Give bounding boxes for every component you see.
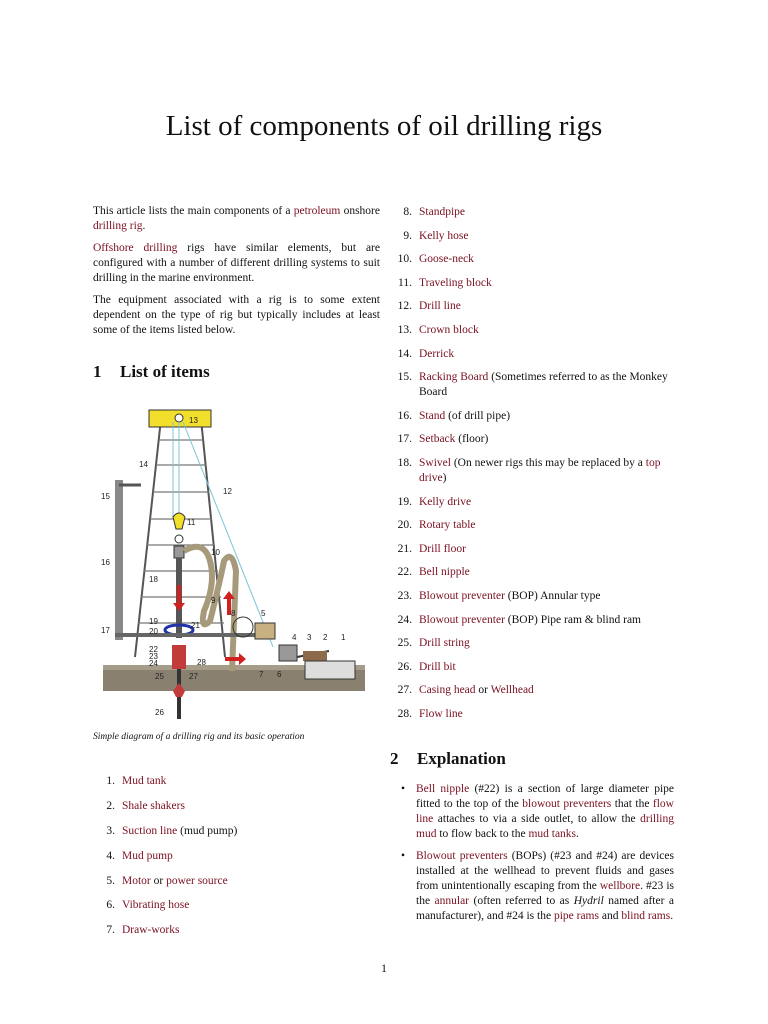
link-petroleum[interactable]: petroleum <box>293 205 341 217</box>
diagram-label: 6 <box>277 670 282 679</box>
text: . <box>576 828 579 840</box>
text: and <box>598 910 622 922</box>
components-list-part-1 <box>93 774 380 948</box>
diagram-label: 19 <box>149 617 158 626</box>
text: (BOPs) (#23 and #24) are devices installed at the wellhead to prevent fluids and gases from unintentionally escaping from the <box>416 850 674 892</box>
motor <box>255 623 275 639</box>
item-link[interactable]: Traveling block <box>419 276 492 289</box>
list-item <box>390 252 678 267</box>
link-pipe-rams[interactable]: pipe rams <box>553 910 599 922</box>
item-number: 4. <box>106 849 115 862</box>
item-link[interactable]: Stand <box>419 409 446 422</box>
diagram-label: 21 <box>191 621 200 630</box>
diagram-label: 25 <box>155 672 164 681</box>
list-item <box>390 636 678 651</box>
item-link[interactable]: Mud pump <box>122 849 173 862</box>
diagram-label: 8 <box>231 609 236 618</box>
list-item <box>93 849 380 864</box>
text: . <box>142 220 146 232</box>
diagram-label: 27 <box>189 672 198 681</box>
item-number: 1. <box>106 775 115 787</box>
item-number: 22. <box>397 566 412 579</box>
item-number: 23. <box>397 589 412 602</box>
list-item <box>93 824 380 839</box>
item-number: 28. <box>397 707 412 720</box>
explanation-item-bop <box>390 849 674 924</box>
diagram-label: 10 <box>211 548 220 557</box>
item-link[interactable]: Rotary table <box>419 519 476 532</box>
item-text: (of drill pipe) <box>445 409 511 422</box>
list-item <box>93 799 380 814</box>
link-wellbore[interactable]: wellbore <box>599 880 641 892</box>
item-link[interactable]: Motor <box>122 874 151 887</box>
item-number: 8. <box>403 206 412 218</box>
item-link[interactable]: Kelly hose <box>419 229 469 242</box>
diagram-label: 26 <box>155 708 164 717</box>
list-item <box>390 229 678 244</box>
item-number: 5. <box>106 874 115 887</box>
item-link[interactable]: Blowout preventer <box>419 613 505 626</box>
page-title: List of components of oil drilling rigs <box>165 110 603 142</box>
diagram-label: 15 <box>101 492 110 501</box>
racking-board <box>115 480 123 640</box>
list-item <box>390 683 678 698</box>
diagram-label: 7 <box>259 670 264 679</box>
text: . <box>670 910 674 922</box>
item-link[interactable]: Drill string <box>419 637 470 650</box>
text: (#22) is a section of large diameter pipe fitted to the top of the <box>416 783 674 810</box>
components-list-part-2 <box>390 205 678 730</box>
item-link[interactable]: Drill line <box>419 300 461 313</box>
diagram-label: 28 <box>197 658 206 667</box>
item-link[interactable]: Setback <box>419 433 456 446</box>
link-drilling-rig[interactable]: drilling rig <box>93 220 143 232</box>
diagram-label: 22 <box>149 645 158 654</box>
item-link[interactable]: Crown block <box>419 323 479 336</box>
diagram-label: 2 <box>323 633 328 642</box>
link-blind-rams[interactable]: blind rams <box>621 910 671 922</box>
link-bell-nipple[interactable]: Bell nipple <box>416 783 470 795</box>
mud-pump <box>279 645 297 661</box>
item-number: 7. <box>106 924 115 937</box>
text: to flow back to the <box>436 828 529 840</box>
traveling-block <box>173 513 185 529</box>
item-link[interactable]: power source <box>166 874 228 887</box>
diagram-caption: Simple diagram of a drilling rig and its basic operation <box>93 732 305 742</box>
item-link[interactable]: Swivel <box>419 456 451 469</box>
item-number: 27. <box>397 684 412 697</box>
section-title: Explanation <box>417 749 506 768</box>
item-link[interactable]: Drill floor <box>419 542 466 555</box>
list-item <box>390 205 678 220</box>
item-text: or <box>150 874 167 887</box>
flow-arrow-down <box>173 585 185 611</box>
list-item <box>390 542 678 557</box>
italic-text: Hydril <box>573 895 604 907</box>
list-item <box>390 276 678 291</box>
section-number: 1 <box>93 362 102 381</box>
item-text: (floor) <box>455 433 489 446</box>
item-number: 16. <box>397 409 412 422</box>
link-drilling-mud[interactable]: drilling mud <box>416 813 674 840</box>
diagram-label: 24 <box>149 659 158 668</box>
list-item <box>390 495 678 510</box>
item-link[interactable]: Kelly drive <box>419 495 472 508</box>
diagram-label: 5 <box>261 609 266 618</box>
bullet-icon: • <box>401 850 406 862</box>
mud-tank <box>305 661 355 679</box>
diagram-label: 12 <box>223 487 232 496</box>
intro-paragraph-2 <box>93 241 380 286</box>
item-link[interactable]: Mud tank <box>122 775 167 787</box>
swivel <box>174 546 184 558</box>
item-link[interactable]: Derrick <box>419 347 455 360</box>
item-number: 11. <box>398 276 412 289</box>
list-item <box>390 432 678 447</box>
link-mud-tanks[interactable]: mud tanks <box>528 828 577 840</box>
list-item <box>390 299 678 314</box>
item-link[interactable]: Blowout preventer <box>419 589 505 602</box>
explanation-list <box>390 782 674 931</box>
item-link[interactable]: Bell nipple <box>419 566 470 579</box>
list-item <box>390 518 678 533</box>
link-offshore-drilling[interactable]: Offshore drilling <box>93 242 178 254</box>
item-number: 3. <box>106 824 115 837</box>
diagram-label: 9 <box>211 596 216 605</box>
diagram-label: 16 <box>101 558 110 567</box>
list-item <box>93 874 380 889</box>
diagram-label: 13 <box>189 416 198 425</box>
link-annular[interactable]: annular <box>434 895 470 907</box>
item-number: 24. <box>397 613 412 626</box>
diagram-label: 1 <box>341 633 346 642</box>
item-link[interactable]: top drive <box>419 456 661 484</box>
bullet-icon: • <box>401 783 406 795</box>
item-number: 17. <box>397 433 412 446</box>
diagram-label: 17 <box>101 626 110 635</box>
item-number: 9. <box>403 229 412 242</box>
list-item <box>390 565 678 580</box>
diagram-label: 20 <box>149 627 158 636</box>
item-text: (Sometimes referred to as the Monkey Board <box>419 371 668 399</box>
item-link[interactable]: Goose-neck <box>419 253 474 266</box>
section-title: List of items <box>120 362 210 381</box>
text: . #23 is the <box>416 880 675 907</box>
intro-paragraph-1 <box>93 204 380 234</box>
item-link[interactable]: Drill bit <box>419 660 456 673</box>
text: onshore <box>340 205 380 217</box>
blowout-preventer <box>172 645 186 669</box>
list-item <box>390 370 678 400</box>
list-item <box>390 323 678 338</box>
item-number: 18. <box>397 456 412 469</box>
item-link[interactable]: Shale shakers <box>122 799 185 812</box>
item-number: 13. <box>397 323 412 336</box>
shale-shakers <box>303 651 327 661</box>
list-item <box>93 898 380 913</box>
drilling-rig-diagram <box>93 405 373 725</box>
list-item <box>390 347 678 362</box>
item-number: 12. <box>397 300 412 313</box>
item-link[interactable]: Suction line <box>122 824 178 837</box>
list-item <box>390 660 678 675</box>
intro-paragraph-3: The equipment associated with a rig is to some extent dependent on the type of rig but typically includes at least some of the items listed below. <box>93 294 380 336</box>
list-item <box>390 589 678 604</box>
item-number: 21. <box>397 542 412 555</box>
item-text: (On newer rigs this may be replaced by a <box>450 456 646 469</box>
list-item <box>93 774 380 789</box>
item-number: 6. <box>106 899 115 912</box>
diagram-label: 14 <box>139 460 148 469</box>
diagram-label: 3 <box>307 633 312 642</box>
item-number: 19. <box>397 495 412 508</box>
text: rigs have similar elements, but are configured with a number of different drilling systems to suit drilling in the marine environment. <box>93 242 380 284</box>
item-number: 15. <box>397 371 412 384</box>
text: attaches to via a side outlet, to allow the <box>433 813 641 825</box>
item-text: (BOP) Pipe ram & blind ram <box>504 613 641 626</box>
item-number: 2. <box>106 799 115 812</box>
item-link[interactable]: Draw-works <box>122 924 180 937</box>
item-link[interactable]: Standpipe <box>419 206 465 218</box>
item-link[interactable]: Wellhead <box>490 684 534 697</box>
diagram-label: 18 <box>149 575 158 584</box>
text: (often referred to as <box>469 895 574 907</box>
text: named after a manufacturer), and #24 is the <box>416 895 674 922</box>
diagram-label: 11 <box>187 518 196 527</box>
item-number: 20. <box>397 519 412 532</box>
explanation-item-bell-nipple <box>390 782 674 842</box>
link-blowout-preventers[interactable]: Blowout preventers <box>416 850 508 862</box>
drill-floor <box>115 633 265 637</box>
hook <box>175 535 183 543</box>
item-number: 26. <box>397 660 412 673</box>
link-flow-line[interactable]: flow line <box>416 798 674 825</box>
item-number: 25. <box>397 637 412 650</box>
item-link[interactable]: Racking Board <box>419 371 489 384</box>
item-text: (BOP) Annular type <box>504 589 601 602</box>
item-text: (mud pump) <box>177 824 238 837</box>
item-text: ) <box>442 471 447 484</box>
list-item <box>390 707 678 722</box>
text: that the <box>611 798 653 810</box>
item-link[interactable]: Casing head <box>419 684 476 697</box>
item-text: or <box>475 684 491 697</box>
item-number: 14. <box>397 347 412 360</box>
link-blowout-preventers[interactable]: blowout preventers <box>522 798 612 810</box>
item-number: 10. <box>397 253 412 266</box>
diagram-label: 23 <box>149 652 158 661</box>
text: This article lists the main components of a <box>93 205 294 217</box>
list-item <box>390 613 678 628</box>
list-item <box>390 456 678 486</box>
section-number: 2 <box>390 749 399 768</box>
item-link[interactable]: Flow line <box>419 707 463 720</box>
crown-sheave <box>175 414 183 422</box>
page-number: 1 <box>381 961 387 975</box>
list-item <box>390 409 678 424</box>
diagram-label: 4 <box>292 633 297 642</box>
item-link[interactable]: Vibrating hose <box>122 899 190 912</box>
section-heading-explanation <box>390 749 506 769</box>
section-heading-list-of-items <box>93 362 210 382</box>
intro-text <box>93 204 380 345</box>
list-item <box>93 923 380 938</box>
